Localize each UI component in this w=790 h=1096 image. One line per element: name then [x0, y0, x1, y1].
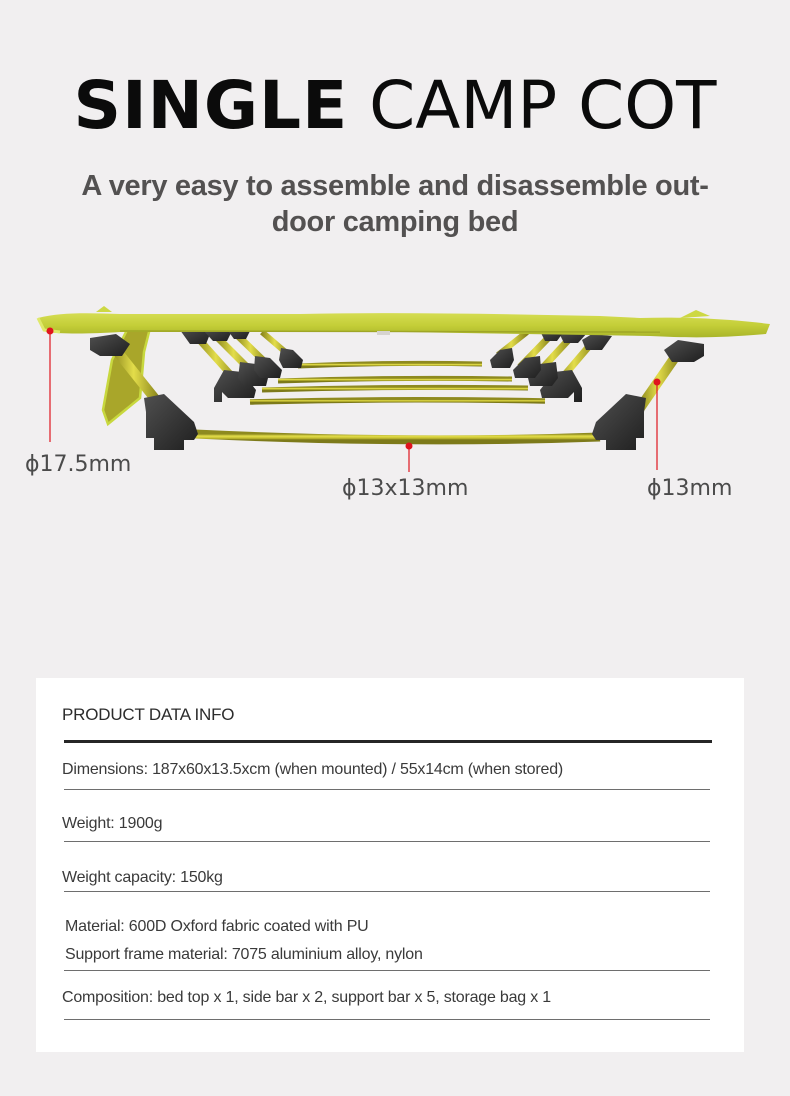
row-divider	[64, 1019, 710, 1020]
page-title	[0, 66, 790, 146]
spec-row-capacity	[62, 868, 712, 888]
row-divider	[64, 789, 710, 790]
spec-text: Material: 600D Oxford fabric coated with PU	[65, 918, 369, 935]
title-divider	[64, 740, 712, 743]
card-title: PRODUCT DATA INFO	[62, 705, 235, 724]
dimension-label-support-bar: ϕ13x13mm	[342, 476, 469, 501]
spec-text: Weight capacity: 150kg	[62, 869, 223, 886]
spec-text: Support frame material: 7075 aluminium alloy, nylon	[65, 946, 423, 963]
spec-row-material	[65, 913, 715, 969]
title-light: CAMP COT	[369, 67, 717, 144]
row-divider	[64, 891, 710, 892]
row-divider	[64, 841, 710, 842]
dimension-label-leg: ϕ13mm	[647, 476, 733, 501]
rear-joints-right	[490, 328, 612, 402]
title-bold: SINGLE	[73, 67, 349, 144]
subtitle	[20, 168, 770, 240]
subtitle-line-2: door camping bed	[271, 206, 519, 238]
spec-row-weight	[62, 814, 712, 834]
spec-row-dimensions	[62, 760, 712, 780]
front-support-bar	[195, 434, 600, 440]
spec-row-composition	[62, 988, 712, 1008]
dimension-label-side-bar: ϕ17.5mm	[25, 452, 132, 477]
front-joints	[90, 334, 704, 450]
spec-text: Composition: bed top x 1, side bar x 2, support bar x 5, storage bag x 1	[62, 989, 551, 1006]
spec-text: Dimensions: 187x60x13.5xcm (when mounted) / 55x14cm (when stored)	[62, 761, 564, 778]
row-divider	[64, 970, 710, 971]
spec-text: Weight: 1900g	[62, 815, 163, 832]
product-data-card	[36, 678, 744, 1052]
support-bars-rear	[250, 363, 545, 402]
subtitle-line-1: A very easy to assemble and disassemble out-	[81, 170, 709, 202]
